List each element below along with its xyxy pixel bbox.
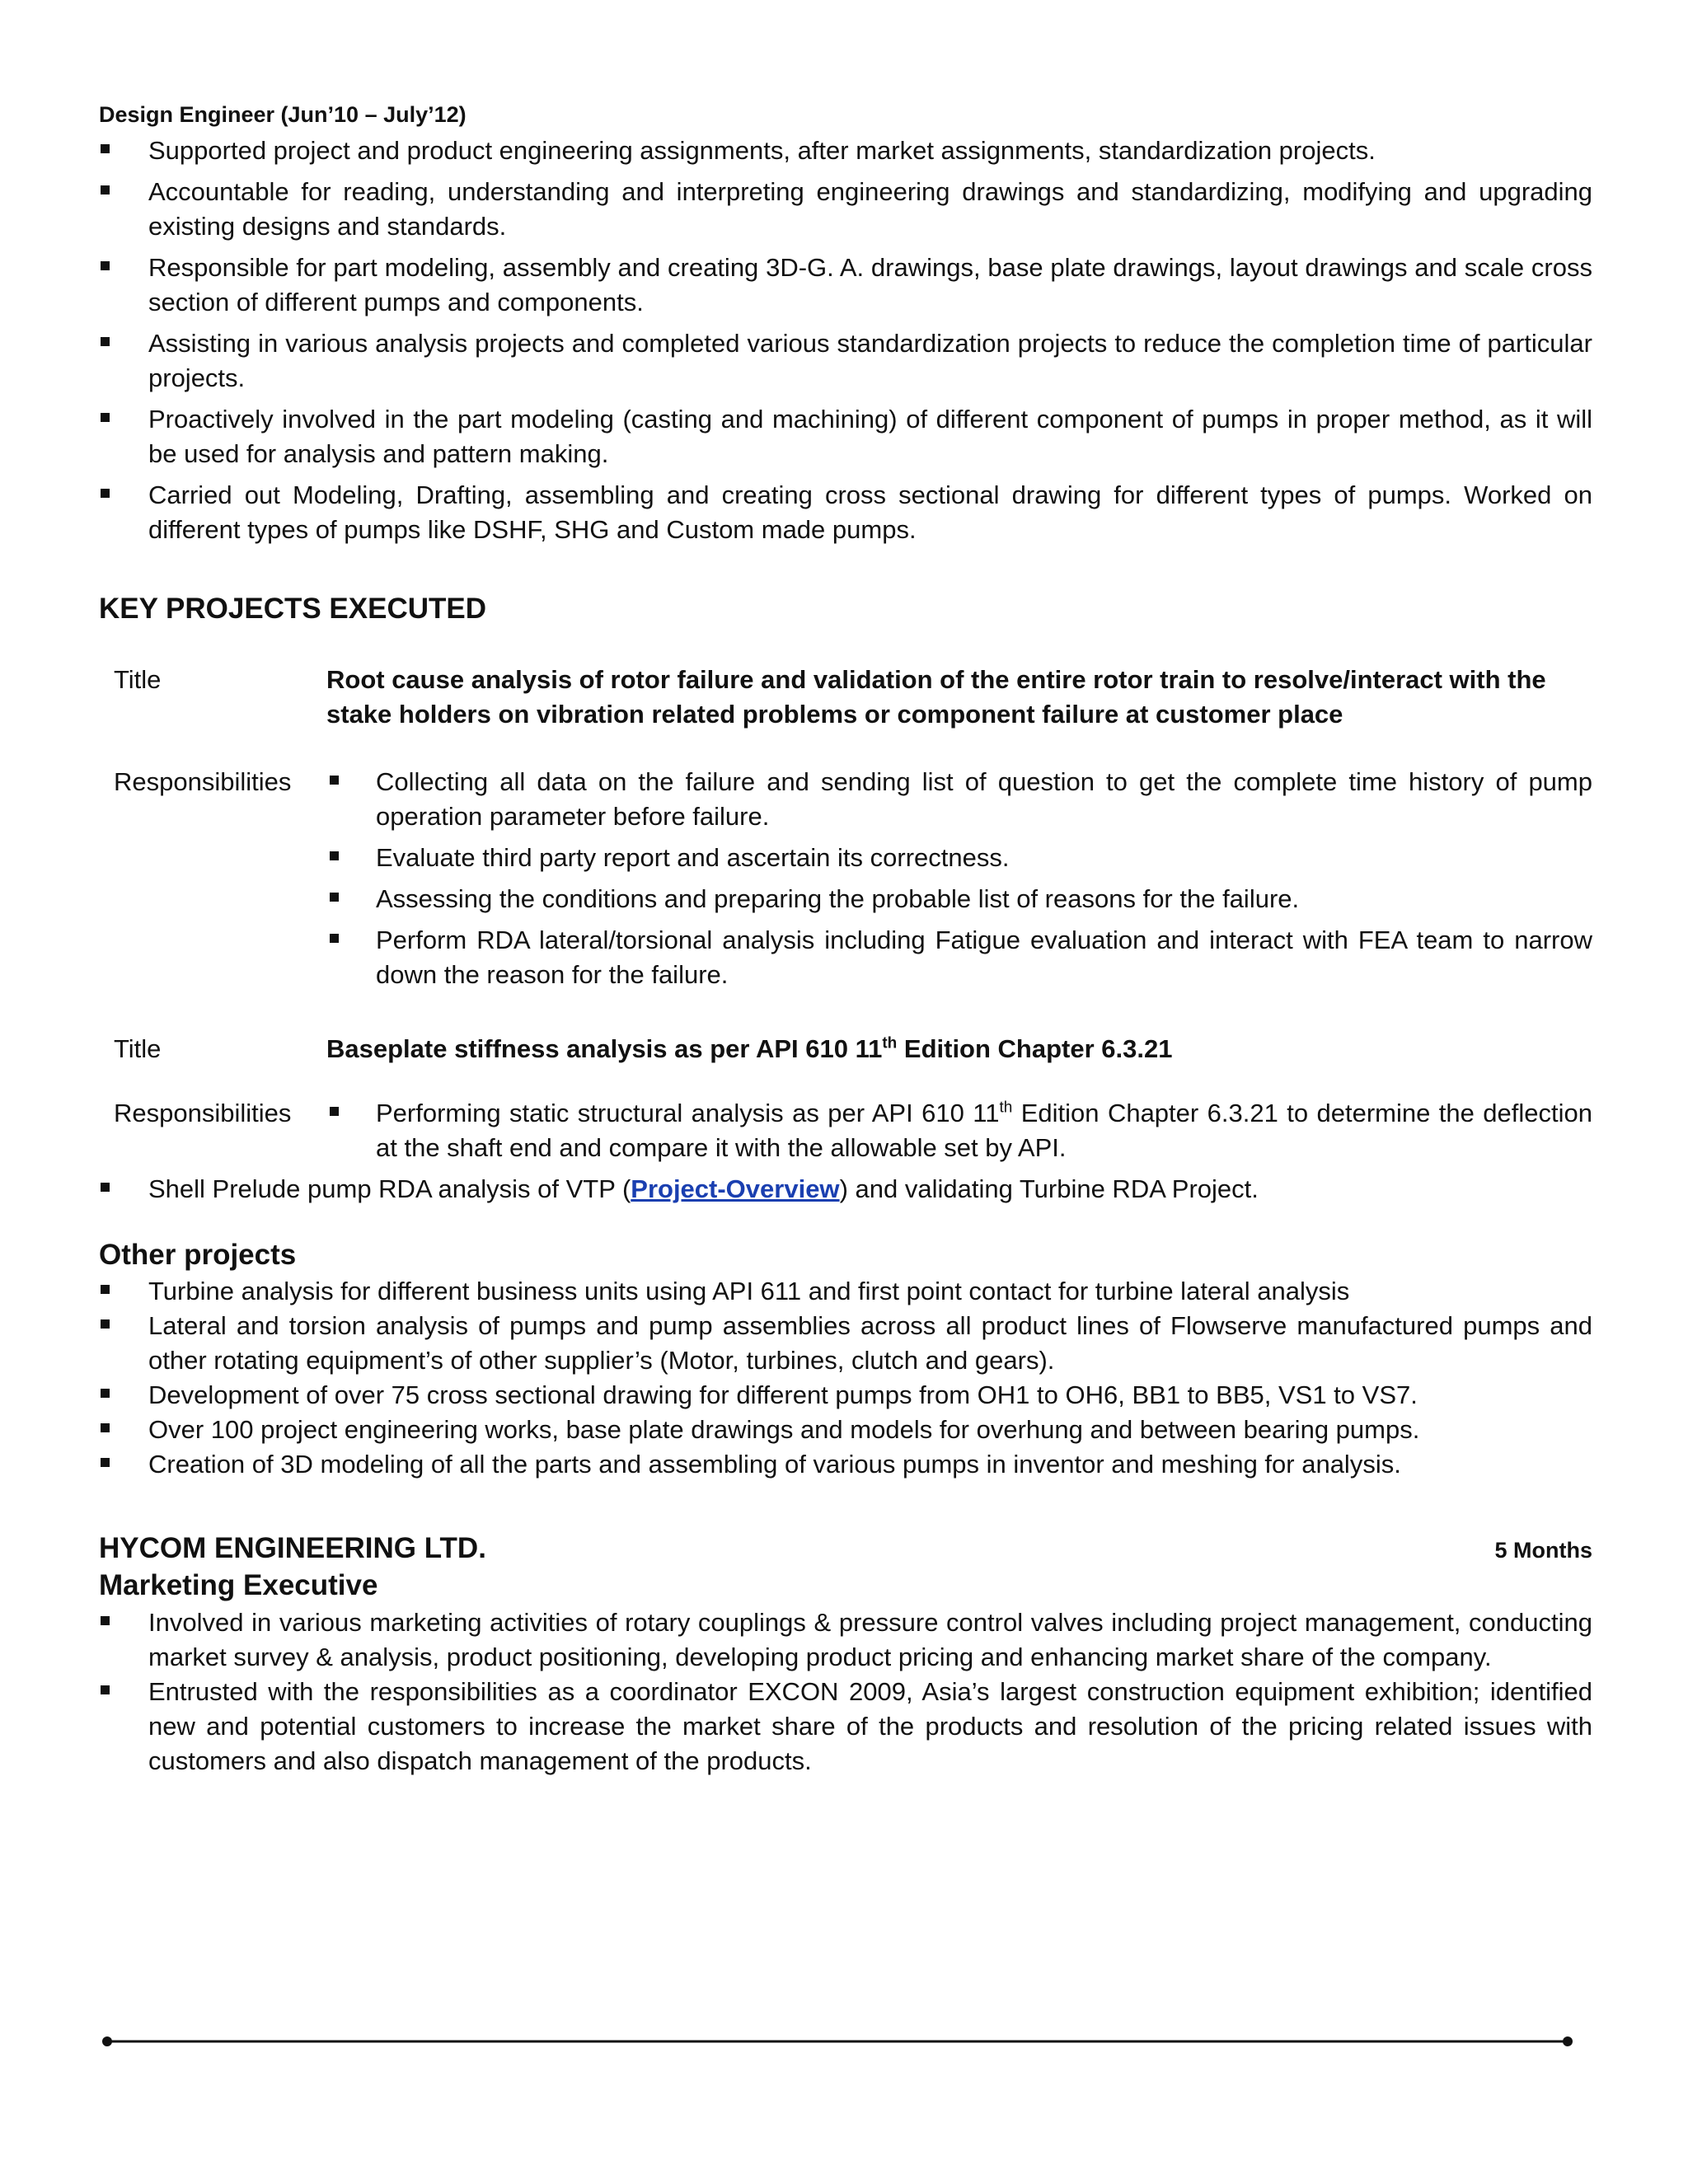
square-bullet-icon (330, 776, 339, 785)
square-bullet-icon (101, 144, 110, 153)
key-projects-heading: KEY PROJECTS EXECUTED (99, 593, 487, 625)
divider-left-dot-icon (102, 2036, 112, 2046)
project1-title-row (99, 663, 1592, 732)
square-bullet-icon (330, 893, 339, 902)
project-overview-link[interactable]: Project-Overview (631, 1174, 840, 1203)
list-item: Responsible for part modeling, assembly and creating 3D-G. A. drawings, base plate drawings, layout drawings and scale cross section of different pumps and components. (99, 251, 1592, 320)
list-item: Over 100 project engineering works, base plate drawings and models for overhung and between bearing pumps. (99, 1413, 1592, 1447)
square-bullet-icon (101, 1183, 110, 1192)
employment-duration: 5 Months (1494, 1538, 1592, 1563)
square-bullet-icon (101, 337, 110, 346)
design-engineer-section (99, 99, 1592, 547)
key-projects-section (99, 590, 1592, 1207)
list-item: Proactively involved in the part modeling (casting and machining) of different component of pumps in proper method, as it will be used for analysis and pattern making. (99, 402, 1592, 471)
square-bullet-icon (101, 489, 110, 498)
project1-responsibilities (326, 765, 1592, 999)
footer-divider (102, 2032, 1573, 2050)
responsibilities-label: Responsibilities (114, 1099, 292, 1127)
other-projects-section (99, 1236, 1592, 1482)
list-item: Collecting all data on the failure and sending list of question to get the complete time history of pump operation parameter before failure. (326, 765, 1592, 834)
list-item: Development of over 75 cross sectional drawing for different pumps from OH1 to OH6, BB1 to BB5, VS1 to VS7. (99, 1378, 1592, 1413)
square-bullet-icon (101, 1616, 110, 1625)
project2-responsibilities-row (99, 1096, 1592, 1172)
divider-right-dot-icon (1563, 2036, 1573, 2046)
list-item: Accountable for reading, understanding and interpreting engineering drawings and standardizing, modifying and upgrading existing designs and standards. (99, 175, 1592, 244)
list-item: Evaluate third party report and ascertain its correctness. (326, 841, 1592, 875)
resume-content (99, 99, 1592, 1779)
title-label: Title (114, 1034, 162, 1063)
list-item: Entrusted with the responsibilities as a coordinator EXCON 2009, Asia’s largest construction equipment exhibition; identified new and potential customers to increase the market share of the products and resolution of the pricing related issues with customers and also dispatch management of the products. (99, 1675, 1592, 1779)
list-item: Performing static structural analysis as per API 610 11th Edition Chapter 6.3.21 to determine the deflection at the shaft end and compare it with the allowable set by API. (326, 1096, 1592, 1165)
design-engineer-title: Design Engineer (Jun’10 – July’12) (99, 102, 467, 127)
list-item: Shell Prelude pump RDA analysis of VTP (Project-Overview) and validating Turbine RDA Project. (99, 1172, 1592, 1207)
list-item: Turbine analysis for different business units using API 611 and first point contact for turbine lateral analysis (99, 1274, 1592, 1309)
title-label: Title (114, 665, 162, 694)
project2-responsibilities (326, 1096, 1592, 1172)
list-item: Assisting in various analysis projects and completed various standardization projects to reduce the completion time of particular projects. (99, 326, 1592, 396)
list-item: Creation of 3D modeling of all the parts and assembling of various pumps in inventor and meshing for analysis. (99, 1447, 1592, 1482)
square-bullet-icon (101, 1319, 110, 1329)
project2-title-row (99, 1032, 1592, 1066)
hycom-section (99, 1530, 1592, 1779)
company-name: HYCOM ENGINEERING LTD. (99, 1532, 486, 1564)
list-item: Perform RDA lateral/torsional analysis including Fatigue evaluation and interact with FEA team to narrow down the reason for the failure. (326, 923, 1592, 992)
list-item: Carried out Modeling, Drafting, assembling and creating cross sectional drawing for different types of pumps. Worked on different types of pumps like DSHF, SHG and Custom made pumps. (99, 478, 1592, 547)
list-item: Lateral and torsion analysis of pumps and pump assemblies across all product lines of Flowserve manufactured pumps and other rotating equipment’s of other supplier’s (Motor, turbines, clutch and gears). (99, 1309, 1592, 1378)
other-projects-bullets (99, 1274, 1592, 1482)
square-bullet-icon (101, 1389, 110, 1398)
list-item: Involved in various marketing activities of rotary couplings & pressure control valves including project management, conducting market survey & analysis, product positioning, developing product pricing and enhancing market share of the company. (99, 1605, 1592, 1675)
square-bullet-icon (330, 934, 339, 943)
square-bullet-icon (101, 1458, 110, 1467)
square-bullet-icon (101, 1423, 110, 1432)
square-bullet-icon (101, 1685, 110, 1694)
square-bullet-icon (101, 413, 110, 422)
square-bullet-icon (101, 185, 110, 194)
square-bullet-icon (101, 1285, 110, 1294)
square-bullet-icon (101, 261, 110, 270)
standalone-project-list (99, 1172, 1592, 1207)
project2-title: Baseplate stiffness analysis as per API 610 11th Edition Chapter 6.3.21 (326, 1034, 1173, 1063)
design-engineer-bullets (99, 134, 1592, 547)
square-bullet-icon (330, 1107, 339, 1116)
responsibilities-label: Responsibilities (114, 767, 292, 796)
other-projects-heading: Other projects (99, 1239, 297, 1271)
list-item: Assessing the conditions and preparing the probable list of reasons for the failure. (326, 882, 1592, 916)
hycom-bullets (99, 1605, 1592, 1779)
square-bullet-icon (330, 851, 339, 860)
project1-title: Root cause analysis of rotor failure and validation of the entire rotor train to resolve/interact with the stake holders on vibration related problems or component failure at customer place (326, 665, 1546, 729)
role-title: Marketing Executive (99, 1569, 378, 1601)
company-header (99, 1530, 1592, 1568)
project1-responsibilities-row (99, 765, 1592, 999)
list-item: Supported project and product engineering assignments, after market assignments, standardization projects. (99, 134, 1592, 168)
